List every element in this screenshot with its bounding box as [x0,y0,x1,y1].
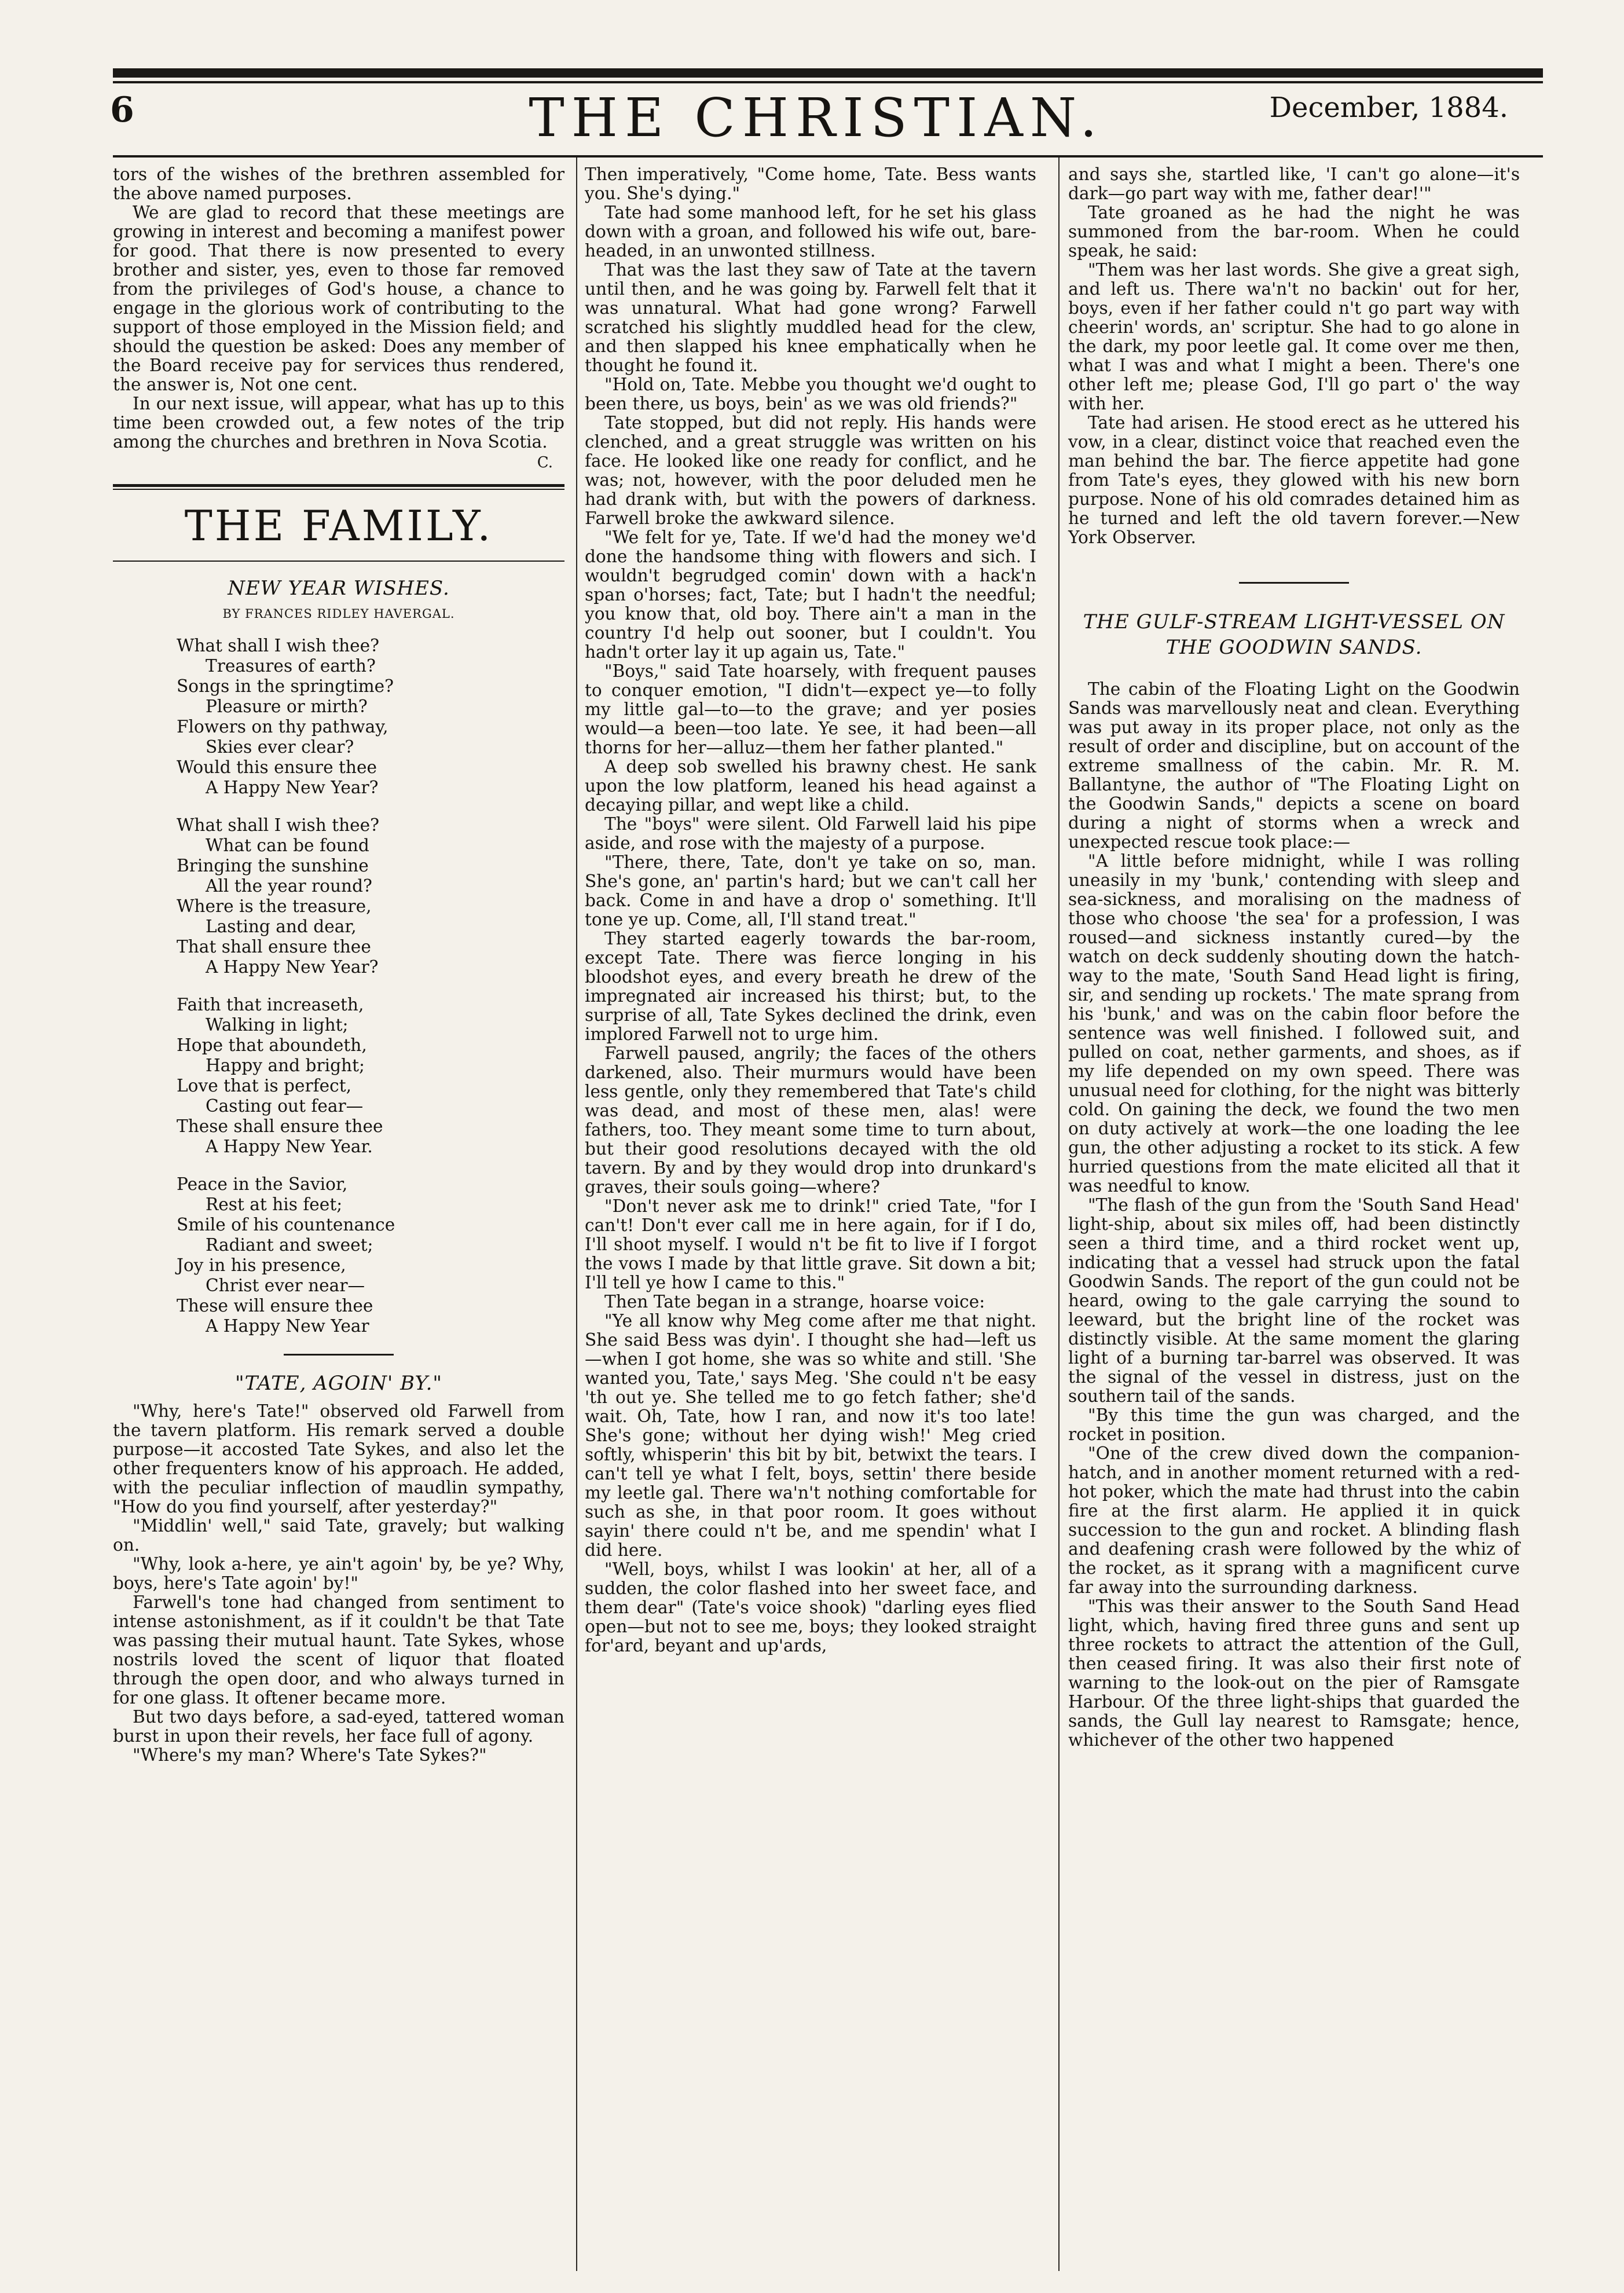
story-paragraph: Tate stopped, but did not reply. His hands were clenched, and a great struggle was written on his face. He looked like one ready for conflict, and he was; not, however, with the poor deluded men he had drank with, but with the powers of darkness. Farwell broke the awkward silence. [585,413,1036,528]
column-3 [1068,165,1520,1750]
poem-byline: BY FRANCES RIDLEY HAVERGAL. [222,607,455,621]
intro-signature: C. [537,454,553,471]
story-paragraph: That was the last they saw of Tate at the tavern until then, and he was going by. Farwell felt that it was unnatural. What had gone wrong? Farwell scratched his slightly muddled head for the clew, and then slapped his knee emphatically when he thought he found it. [585,260,1036,375]
story-paragraph: But two days before, a sad-eyed, tattered woman burst in upon their revels, her face full of agony. [113,1707,564,1746]
poem-line: Where is the treasure, [177,896,372,916]
header-rule [113,155,1543,157]
poem-line: A Happy New Year [206,1316,369,1336]
poem-stanza [177,815,564,977]
poem-line: All the year round? [206,876,372,896]
story-paragraph: Tate had arisen. He stood erect as he uttered his vow, in a clear, distinct voice that reached even the man behind the bar. The fierce appetite had gone from Tate's eyes, they glowed with his new born purpose. None of his old comrades detained him as he turned and left the old tavern forever.—New York Observer. [1068,413,1520,547]
story-paragraph: "Middlin' well," said Tate, gravely; but walking on. [113,1516,564,1555]
article-paragraph: "One of the crew dived down the companion-hatch, and in another moment returned with a red-hot poker, which the mate had thrust into the cabin fire at the first alarm. He applied it in quick succession to the gun and rocket. A blinding flash and deafening crash were followed by the whiz of the rocket, as it sprang with a magnificent curve far away into the surrounding darkness. [1068,1444,1520,1597]
story-paragraph: A deep sob swelled his brawny chest. He sank upon the low platform, leaned his head against a decaying pillar, and wept like a child. [585,757,1036,815]
story-paragraph: Tate had some manhood left, for he set his glass down with a groan, and followed his wife out, bare-headed, in an unwonted stillness. [585,203,1036,261]
poem-line: Casting out fear— [206,1096,364,1116]
poem [113,636,564,1336]
article-separator [1239,582,1349,584]
poem-line: What shall I wish thee? [177,636,380,655]
poem-line: Rest at his feet; [206,1195,343,1214]
intro-paragraph: In our next issue, will appear, what has up to this time been crowded out, a few notes of the trip among the churches and brethren in Nova Scotia. [113,394,564,452]
issue-date: December, 1884. [1269,91,1508,124]
poem-stanza [177,636,564,798]
masthead-row [93,87,1540,151]
poem-line: Flowers on thy pathway, [177,717,388,737]
article-paragraph: The cabin of the Floating Light on the Goodwin Sands was marvellously neat and clean. Everything was put away in its proper place, not only as the result of order and discipline, but on account of the extreme smallness of the cabin. Mr. R. M. Ballantyne, the author of "The Floating Light on the Goodwin Sands," depicts a scene on board during a night of storms when a wreck and unexpected rescue took place:— [1068,679,1520,852]
column-1 [113,165,564,1765]
poem-line: Skies ever clear? [206,737,354,757]
poem-line: Faith that increaseth, [177,995,364,1014]
poem-line: A Happy New Year. [206,1137,373,1156]
poem-line: Joy in his presence, [177,1255,346,1275]
story-paragraph: and says she, startled like, 'I can't go alone—it's dark—go part way with me, father dear!'" [1068,164,1520,203]
poem-line: Would this ensure thee [177,757,377,777]
poem-line: What shall I wish thee? [177,815,380,835]
article-separator [284,1354,394,1356]
poem-line: Bringing the sunshine [177,856,369,876]
article-paragraph: "This was their answer to the South Sand Head light, which, having fired three guns and sent up three rockets to attract the attention of the Gull, then ceased firing. It was also their first note of warning to the look-out on the pier of Ramsgate Harbour. Of the three light-ships that guarded the sands, the Gull lay nearest to Ramsgate; hence, whichever of the other two happened [1068,1596,1520,1750]
article-title: THE GULF-STREAM LIGHT-VESSEL ON THE GOODWIN SANDS. [1083,610,1505,659]
poem-line: Radiant and sweet; [206,1235,373,1255]
poem-line: Love that is perfect, [177,1076,352,1096]
story-paragraph: "Them was her last words. She give a great sigh, and left us. There wa'n't no backin' out for her, boys, even if her father could n't go part way with cheerin' words, an' scriptur. She had to go alone in the dark, my poor leetle gal. It come over me then, what I was and what I might a been. There's one other left me; please God, I'll go part o' the way with her. [1068,260,1520,413]
poem-line: Peace in the Savior, [177,1174,348,1194]
poem-line: Songs in the springtime? [177,676,394,696]
section-rule [113,484,564,487]
article-paragraph: "A little before midnight, while I was rolling uneasily in my 'bunk,' contending with sleep and sea-sickness, and moralising on the madness of those who choose 'the sea' for a profession, I was roused—and sickness instantly cured—by the watch on deck suddenly shouting down the hatch-way to the mate, 'South Sand Head light is firing, sir, and sending up rockets.' The mate sprang from his 'bunk,' and was on the cabin floor before the sentence was well finished. I followed suit, and pulled on coat, nether garments, and shoes, as if my life depended on my own speed. There was unusual need for clothing, for the night was bitterly cold. On gaining the deck, we found the two men on duty actively at work—the one loading the lee gun, the other adjusting a rocket to its stick. A few hurried questions from the mate elicited all that it was needful to know. [1068,851,1520,1196]
story-paragraph: Tate groaned as he had the night he was summoned from the bar-room. When he could speak, he said: [1068,203,1520,261]
poem-line: Happy and bright; [206,1056,365,1075]
poem-line: Treasures of earth? [206,656,376,676]
poem-line: Hope that aboundeth, [177,1035,367,1055]
story-paragraph: Farwell paused, angrily; the faces of the others darkened, also. Their murmurs would have been less gentle, only they remembered that Tate's child was dead, and most of these men, alas! were fathers, too. They meant some time to turn about, but their good resolutions decayed with the old tavern. By and by they would drop into drunkard's graves, their souls going—where? [585,1043,1036,1197]
poem-stanza [177,995,564,1157]
story-title: "TATE, AGOIN' BY." [234,1372,443,1395]
column-divider-1 [576,157,577,2271]
story-paragraph: "Ye all know why Meg come after me that night. She said Bess was dyin'. I thought she had—left us—when I got home, she was so white and still. 'She wanted you, Tate,' says Meg. 'She could n't be easy 'th out ye. She telled me to go fetch father; she'd wait. Oh, Tate, how I ran, and now it's too late! She's gone; without her dying wish!' Meg cried softly, whisperin' this bit by bit, betwixt the tears. I can't tell ye what I felt, boys, settin' there beside my leetle gal. There wa'n't nothing comfortable for such as she, in that poor room. It goes without sayin' there could n't be, and me spendin' what I did here. [585,1311,1036,1560]
poem-line: Walking in light; [206,1015,349,1035]
column-2 [585,165,1036,1655]
article-paragraph: "By this time the gun was charged, and the rocket in position. [1068,1405,1520,1444]
poem-stanza [177,1174,564,1336]
story-paragraph: They started eagerly towards the bar-room, except Tate. There was fierce longing in his bloodshot eyes, and every breath he drew of the impregnated air increased his thirst; but, to the surprise of all, Tate Sykes declined the drink, even implored Farwell not to urge him. [585,929,1036,1044]
poem-line: Pleasure or mirth? [206,697,368,716]
poem-line: Christ ever near— [206,1276,365,1295]
intro-paragraph: We are glad to record that these meetings are growing in interest and becoming a manifest power for good. That there is now presented to every brother and sister, yes, even to those far removed from the privileges of God's house, a chance to engage in the glorious work of contributing to the support of those employed in the Mission field; and should the question be asked: Does any member of the Board receive pay for services thus rendered, the answer is, Not one cent. [113,203,564,394]
story-paragraph: "Hold on, Tate. Mebbe you thought we'd ought to been there, us boys, bein' as we was old friends?" [585,375,1036,413]
story-paragraph: The "boys" were silent. Old Farwell laid his pipe aside, and rose with the majesty of a purpose. [585,814,1036,853]
story-paragraph: "There, there, Tate, don't ye take on so, man. She's gone, an' partin's hard; but we can't call her back. Come in and have a drop o' something. It'll tone ye up. Come, all, I'll stand treat." [585,852,1036,929]
story-paragraph: Then imperatively, "Come home, Tate. Bess wants you. She's dying." [585,164,1036,203]
poem-line: These will ensure thee [177,1296,373,1316]
story-paragraph: "Why, here's Tate!" observed old Farwell from the tavern platform. His remark served a double purpose—it accosted Tate Sykes, and also let the other frequenters know of his approach. He added, with the peculiar inflection of maudlin sympathy, "How do you find yourself, after yesterday?" [113,1401,564,1517]
intro-paragraph: tors of the wishes of the brethren assembled for the above named purposes. [113,164,564,203]
masthead-top-rule [113,68,1543,78]
masthead-title: THE CHRISTIAN. [529,87,1104,149]
article-paragraph: "The flash of the gun from the 'South Sand Head' light-ship, about six miles off, had been distinctly seen a third time, and a third rocket went up, indicating that a vessel had struck upon the fatal Goodwin Sands. The report of the gun could not be heard, owing to the gale carrying the sound to leeward, but the bright line of the rocket was distinctly visible. At the same moment the glaring light of a burning tar-barrel was observed. It was the signal of the vessel in distress, just on the southern tail of the sands. [1068,1195,1520,1406]
story-paragraph: "Don't never ask me to drink!" cried Tate, "for I can't! Don't ever call me in here again, for if I do, I'll shoot myself. I would n't be fit to live if I forgot the vows I made by that little grave. Sit down a bit; I'll tell ye how I came to this." [585,1196,1036,1292]
section-rule-thin [113,489,564,490]
poem-title: NEW YEAR WISHES. [228,577,450,600]
story-paragraph: "Where's my man? Where's Tate Sykes?" [133,1745,487,1765]
story-paragraph: Then Tate began in a strange, hoarse voice: [604,1292,985,1312]
poem-line: What can be found [206,836,369,855]
story-paragraph: "Why, look a-here, ye ain't agoin' by, be ye? Why, boys, here's Tate agoin' by!" [113,1554,564,1593]
column-divider-2 [1058,157,1060,2271]
page-number: 6 [110,90,134,130]
story-paragraph: "We felt for ye, Tate. If we'd had the money we'd done the handsome thing with flowers and sich. I wouldn't begrudged comin' down with a hack'n span o'horses; fact, Tate; but I hadn't the needful; you know that, old boy. There ain't a man in the country I'd help out sooner, but I couldn't. You hadn't orter lay it up again us, Tate." [585,528,1036,662]
section-title-family: THE FAMILY. [184,501,493,550]
poem-line: That shall ensure thee [177,937,371,957]
poem-line: A Happy New Year? [206,778,379,797]
section-rule-thin [113,561,564,562]
story-paragraph: "Well, boys, whilst I was lookin' at her, all of a sudden, the color flashed into her sweet face, and them dear" (Tate's voice shook) "darling eyes flied open—but not to see me, boys; they looked straight for'ard, beyant and up'ards, [585,1559,1036,1655]
poem-line: These shall ensure thee [177,1116,383,1136]
poem-line: A Happy New Year? [206,957,379,977]
poem-line: Lasting and dear, [206,917,357,936]
story-paragraph: Farwell's tone had changed from sentiment to intense astonishment, as if it couldn't be that Tate was passing their mutual haunt. Tate Sykes, whose nostrils loved the scent of liquor that floated through the open door, and who always turned in for one glass. It oftener became more. [113,1592,564,1708]
story-paragraph: "Boys," said Tate hoarsely, with frequent pauses to conquer emotion, "I didn't—expect ye—to folly my little gal—to—to the grave; and yer posies would—a been—too late. Ye see, it had been—all thorns for her—alluz—them her father planted." [585,661,1036,757]
masthead-second-rule [113,81,1543,83]
poem-line: Smile of his countenance [177,1215,395,1235]
